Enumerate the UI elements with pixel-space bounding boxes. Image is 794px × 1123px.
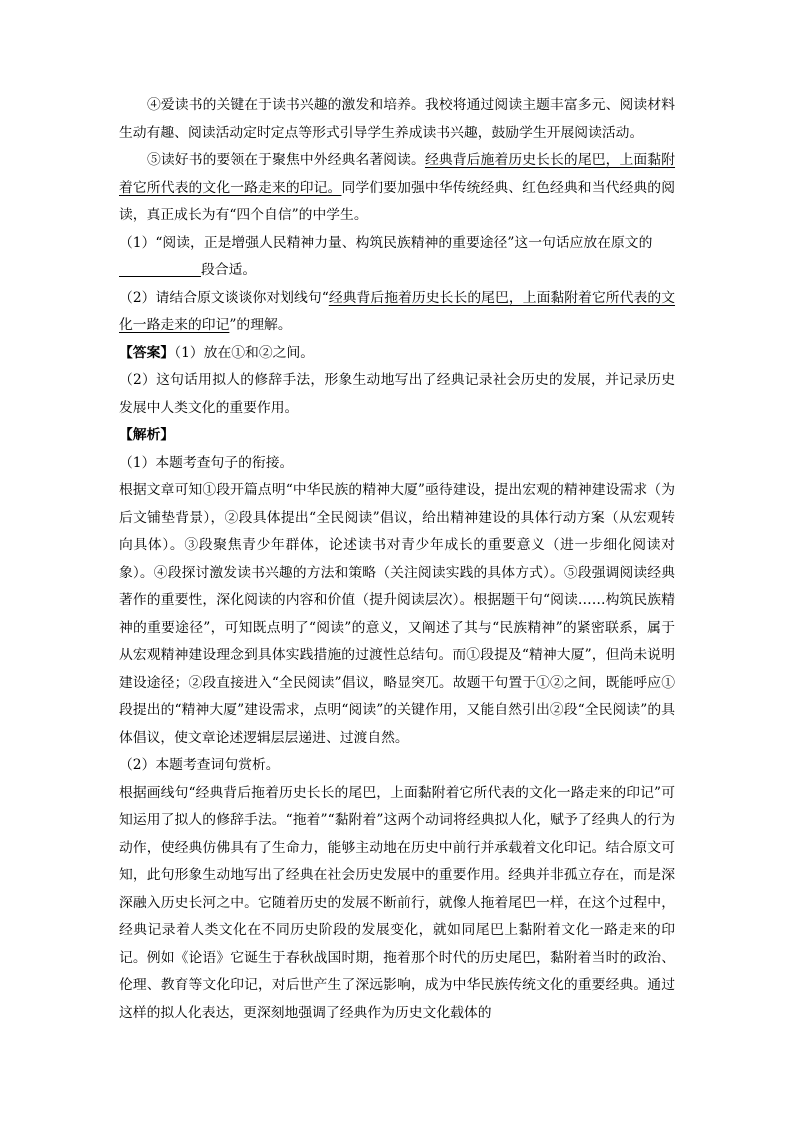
question-2-underlined-sentence: 经典背后拖着历史长长的尾巴，上面黏附着它所代表的文化一路走来的印记 <box>119 289 676 333</box>
answer-2: （2）这句话用拟人的修辞手法，形象生动地写出了经典记录社会历史的发展，并记录历史发展中人类文化的重要作用。 <box>119 372 675 416</box>
para5-start: ⑤读好书的要领在于聚焦中外经典名著阅读。 <box>147 152 425 168</box>
analysis-label: 【解析】 <box>119 427 175 443</box>
question-2-prefix: （2）请结合原文谈谈你对划线句“ <box>119 289 329 306</box>
analysis-2-title: （2）本题考查词句赏析。 <box>119 757 280 773</box>
para5-underlined-sentence: 经典背后施着历史长长的尾巴，上面黏附着它所代表的文化一路走来的印记。 <box>119 152 676 196</box>
answer-1: （1）放在①和②之间。 <box>174 344 315 361</box>
passage-paragraph-4: ④爱读书的关键在于读书兴趣的激发和培养。我校将通过阅读主题丰富多元、阅读材料生动有趣、阅读活动定时定点等形式引导学生养成读书兴趣，鼓励学生开展阅读活动。 <box>119 97 675 141</box>
question-1 <box>119 230 675 285</box>
analysis-1-body: 根据文章可知①段开篇点明“中华民族的精神大厦”亟待建设，提出宏观的精神建设需求（为后文铺垫背景），②段具体提出“全民阅读”倡议，给出精神建设的具体行动方案（从宏观转向具体）。③段聚焦青少年群体，论述读书对青少年成长的重要意义（进一步细化阅读对象）。④段探讨激发读书兴趣的方法和策略（关注阅读实践的具体方式）。⑤段强调阅读经典著作的重要性，深化阅读的内容和价值（提升阅读层次）。根据题干句“阅读……构筑民族精神的重要途径”，可知既点明了“阅读”的意义，又阐述了其与“民族精神”的紧密联系，属于从宏观精神建设理念到具体实践措施的过渡性总结句。而①段提及“精神大厦”，但尚未说明建设途径；②段直接进入“全民阅读”倡议，略显突兀。故题干句置于①②之间，既能呼应①段提出的“精神大厦”建设需求，点明“阅读”的关键作用，又能自然引出②段“全民阅读”的具体倡议，使文章论述逻辑层层递进、过渡自然。 <box>119 482 675 746</box>
para5-end: 同学们要加强中华传统经典、红色经典和当代经典的阅读，真正成长为有“四个自信”的中学生。 <box>119 179 676 223</box>
question-2 <box>119 285 675 340</box>
analysis-1-title: （1）本题考查句子的衔接。 <box>119 454 294 471</box>
question-1-text: （1）“阅读，正是增强人民精神力量、构筑民族精神的重要途径”这一句话应放在原文的 <box>119 234 653 251</box>
question-2-suffix: ”的理解。 <box>229 317 292 333</box>
question-1-suffix: 段合适。 <box>201 262 257 278</box>
answer-line-1 <box>119 340 675 368</box>
passage-paragraph-5 <box>119 147 675 230</box>
answer-blank <box>119 260 201 277</box>
document-content <box>119 92 675 1027</box>
analysis-2-body: 根据画线句“经典背后拖着历史长长的尾巴，上面黏附着它所代表的文化一路走来的印记”可知运用了拟人的修辞手法。“拖着”“黏附着”这两个动词将经典拟人化，赋予了经典人的行为动作，使经典仿佛具有了生命力，能够主动地在历史中前行并承载着文化印记。结合原文可知，此句形象生动地写出了经典在社会历史发展中的重要作用。经典并非孤立存在，而是深深融入历史长河之中。它随着历史的发展不断前行，就像人拖着尾巴一样，在这个过程中，经典记录着人类文化在不同历史阶段的发展变化，就如同尾巴上黏附着文化一路走来的印记。例如《论语》它诞生于春秋战国时期，拖着那个时代的历史尾巴，黏附着当时的政治、伦理、教育等文化印记，对后世产生了深远影响，成为中华民族传统文化的重要经典。通过这样的拟人化表达，更深刻地强调了经典作为历史文化载体的 <box>119 784 675 1021</box>
answer-label: 【答案】 <box>119 344 175 361</box>
